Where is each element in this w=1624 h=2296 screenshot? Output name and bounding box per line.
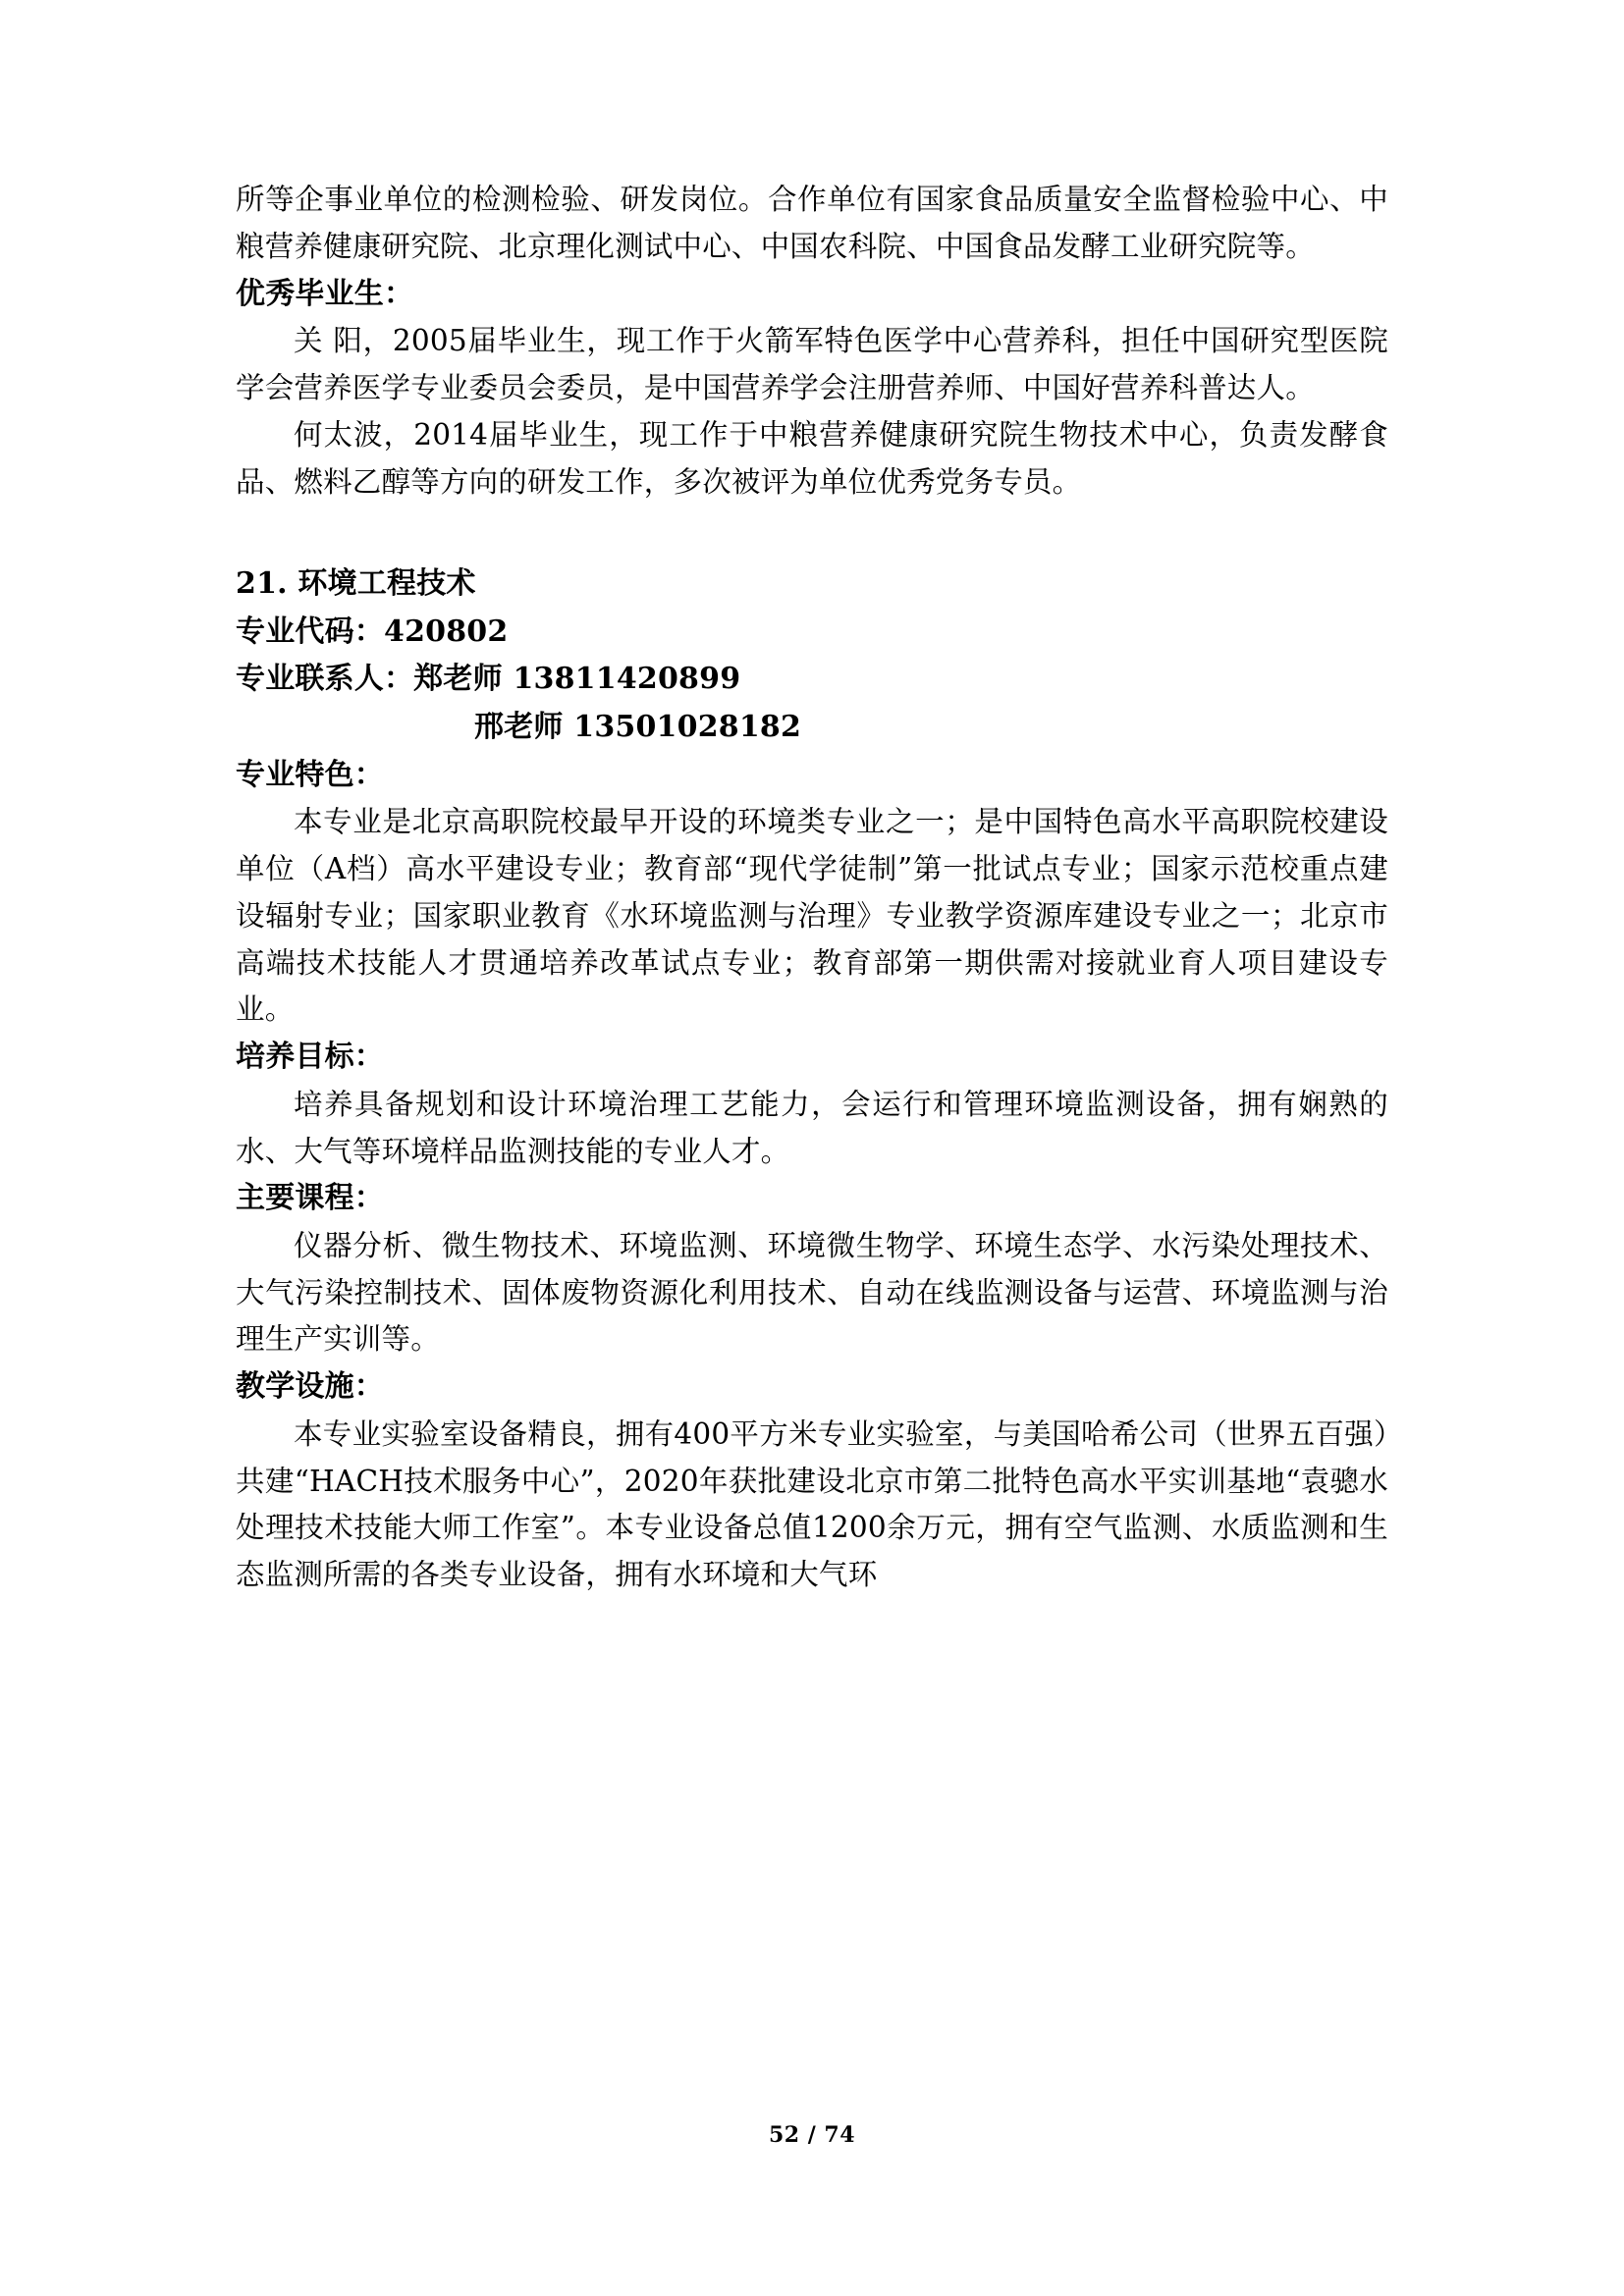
heading-major-features: 专业特色： <box>236 757 384 792</box>
paragraph-teaching-facilities: 本专业实验室设备精良，拥有400平方米专业实验室，与美国哈希公司（世界五百强）共建“HACH技术服务中心”，2020年获批建设北京市第二批特色高水平实训基地“袁骢水处理技术技能大师工作室”。本专业设备总值1200余万元，拥有空气监测、水质监测和生态监测所需的各类专业设备，拥有水环境和大气环 <box>236 1416 1388 1592</box>
heading-outstanding-graduates: 优秀毕业生： <box>236 276 414 311</box>
field-major-code-value: 420802 <box>384 614 509 649</box>
paragraph-graduate-guanyang: 关 阳，2005届毕业生，现工作于火箭军特色医学中心营养科，担任中国研究型医院学会营养医学专业委员会委员，是中国营养学会注册营养师、中国好营养科普达人。 <box>236 324 1388 404</box>
field-major-contact-second: 邢老师 13501028182 <box>474 710 802 745</box>
paragraph-graduate-hetaibo: 何太波，2014届毕业生，现工作于中粮营养健康研究院生物技术中心，负责发酵食品、燃料乙醇等方向的研发工作，多次被评为单位优秀党务专员。 <box>236 417 1388 499</box>
page-content <box>236 177 1388 1599</box>
page-number: 52 / 74 <box>768 2122 856 2148</box>
heading-training-goal: 培养目标： <box>236 1040 384 1075</box>
field-major-contact-label: 专业联系人： <box>236 662 414 697</box>
field-major-contact <box>236 656 1388 704</box>
heading-teaching-facilities: 教学设施： <box>236 1369 384 1405</box>
field-major-code-label: 专业代码： <box>236 614 384 649</box>
heading-main-courses: 主要课程： <box>236 1181 384 1216</box>
field-major-code <box>236 609 1388 657</box>
field-major-contact-value: 郑老师 13811420899 <box>413 662 741 697</box>
paragraph-main-courses: 仪器分析、微生物技术、环境监测、环境微生物学、环境生态学、水污染处理技术、大气污染控制技术、固体废物资源化利用技术、自动在线监测设备与运营、环境监测与治理生产实训等。 <box>236 1228 1388 1357</box>
section-title-21: 21. 环境工程技术 <box>236 566 476 602</box>
paragraph-continued: 所等企事业单位的检测检验、研发岗位。合作单位有国家食品质量安全监督检验中心、中粮营养健康研究院、北京理化测试中心、中国农科院、中国食品发酵工业研究院等。 <box>236 183 1388 263</box>
paragraph-training-goal: 培养具备规划和设计环境治理工艺能力，会运行和管理环境监测设备，拥有娴熟的水、大气等环境样品监测技能的专业人才。 <box>236 1087 1388 1168</box>
paragraph-major-features: 本专业是北京高职院校最早开设的环境类专业之一；是中国特色高水平高职院校建设单位（A档）高水平建设专业；教育部“现代学徒制”第一批试点专业；国家示范校重点建设辐射专业；国家职业教育《水环境监测与治理》专业教学资源库建设专业之一；北京市高端技术技能人才贯通培养改革试点专业；教育部第一期供需对接就业育人项目建设专业。 <box>236 805 1388 1027</box>
section-spacer <box>236 506 1388 561</box>
